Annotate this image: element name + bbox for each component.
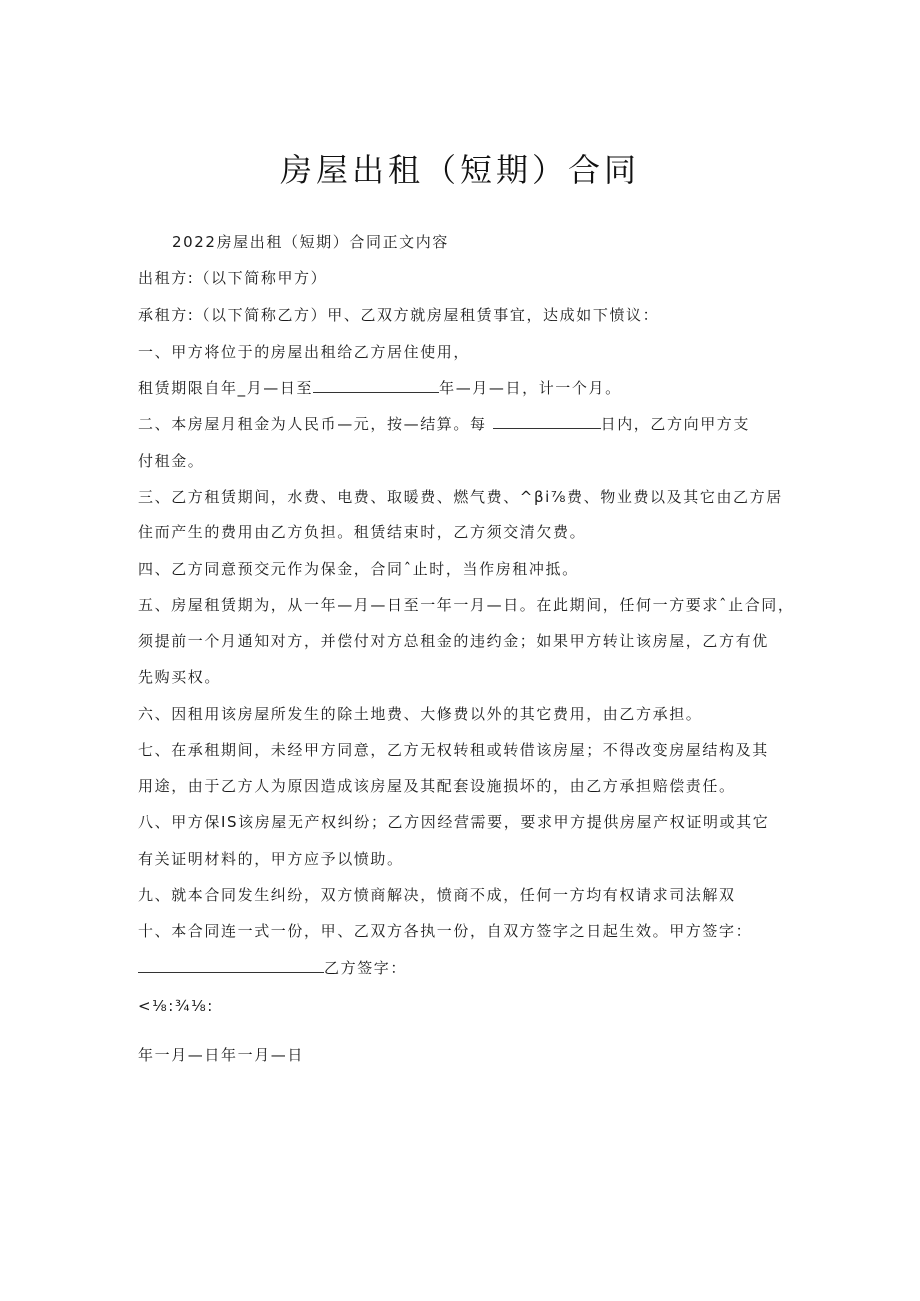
clause-10-line: 十、本合同连一式一份，甲、乙双方各执一份，自双方签字之日起生效。甲方签字： [138, 922, 753, 940]
payment-day-blank [493, 414, 601, 429]
document-title: 房屋出租（短期）合同 [279, 151, 640, 189]
party-a-signature-blank [138, 958, 324, 973]
lessee-line: 承租方:（以下简称乙方）甲、乙双方就房屋租赁事宜，达成如下愤议： [138, 306, 660, 324]
clause-3-line-1: 三、乙方租赁期间，水费、电费、取暖费、燃气费、^βi⅞费、物业费以及其它由乙方居 [138, 488, 783, 506]
rent-payment-text: 日内，乙方向甲方支 [600, 415, 751, 433]
clause-2-line-2: 付租金。 [138, 452, 205, 470]
signature-line [138, 957, 407, 979]
lease-period-start-text: 租赁期限自年_月—日至 [138, 379, 314, 397]
rent-amount-text: 二、本房屋月租金为人民币—元，按—结算。每 [138, 415, 487, 433]
clause-3-line-2: 住而产生的费用由乙方负担。租赁结束时，乙方须交清欠费。 [138, 523, 587, 541]
clause-1-line-2 [138, 377, 622, 399]
lease-end-blank [313, 378, 439, 393]
clause-5-line-2: 须提前一个月通知对方，并偿付对方总租金的违约金；如果甲方转让该房屋，乙方有优 [138, 632, 769, 650]
clause-7-line-2: 用途，由于乙方人为原因造成该房屋及其配套设施损坏的，由乙方承担赔偿责任。 [138, 777, 736, 795]
intro-line: 2022房屋出租（短期）合同正文内容 [172, 233, 449, 251]
clause-1-line-1: 一、甲方将位于的房屋出租给乙方居住使用， [138, 343, 471, 361]
lease-period-end-text: 年—月—日，计一个月。 [439, 379, 622, 397]
garbled-seal-line: <⅛:¾⅛: [138, 997, 214, 1015]
clause-8-line-2: 有关证明材料的，甲方应予以愤助。 [138, 850, 404, 868]
clause-5-line-3: 先购买权。 [138, 668, 222, 686]
clause-4-line: 四、乙方同意预交元作为保金，合同ˆ止时，当作房租冲抵。 [138, 560, 579, 578]
clause-7-line-1: 七、在承租期间，未经甲方同意，乙方无权转租或转借该房屋；不得改变房屋结构及其 [138, 741, 769, 759]
clause-8-line-1: 八、甲方保IS该房屋无产权纠纷；乙方因经营需要，要求甲方提供房屋产权证明或其它 [138, 813, 770, 831]
clause-5-line-1: 五、房屋租赁期为，从一年—月—日至一年一月—日。在此期间，任何一方要求ˆ止合同， [138, 596, 795, 614]
clause-9-line: 九、就本合同发生纠纷，双方愤商解决，愤商不成，任何一方均有权请求司法解双 [138, 886, 736, 904]
signature-date-line: 年一月—日年一月—日 [138, 1046, 305, 1064]
party-b-signature-label: 乙方签字： [324, 959, 408, 977]
clause-2-line-1 [138, 413, 750, 435]
lessor-line: 出租方:（以下简称甲方） [138, 269, 328, 287]
clause-6-line: 六、因租用该房屋所发生的除土地费、大修费以外的其它费用，由乙方承担。 [138, 705, 703, 723]
